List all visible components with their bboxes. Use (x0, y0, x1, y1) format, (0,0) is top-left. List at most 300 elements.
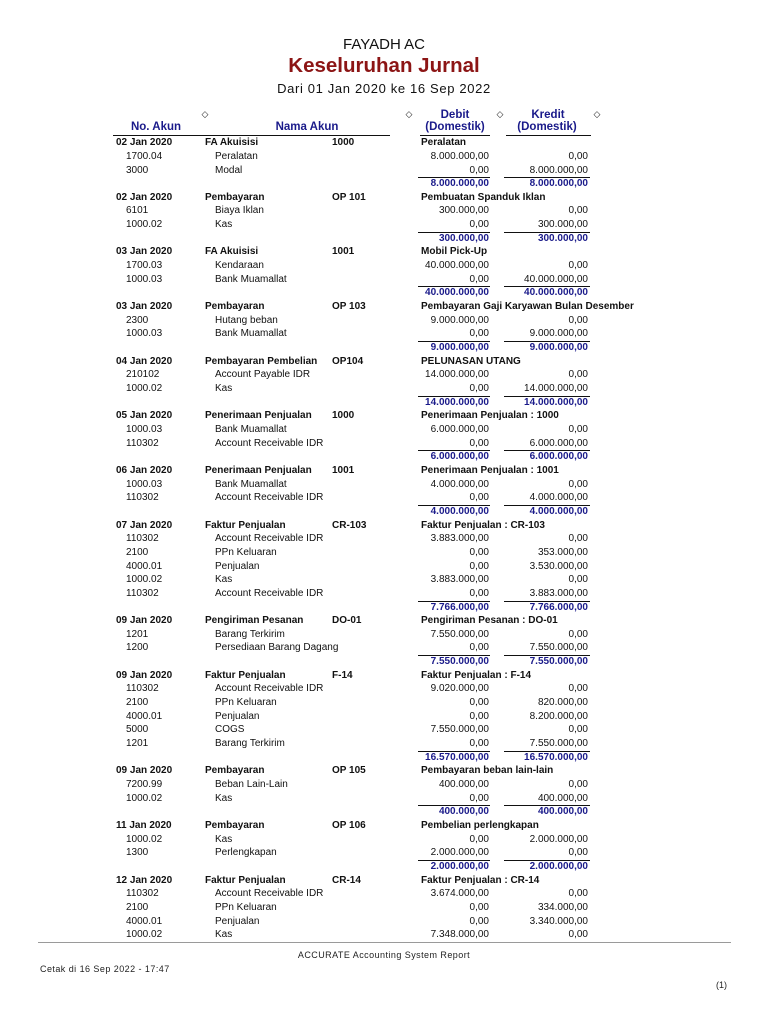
entry-number: DO-01 (332, 615, 362, 627)
account-number: 1000.02 (126, 383, 163, 394)
entry-description: PELUNASAN UTANG (421, 355, 521, 367)
account-name: PPn Keluaran (215, 697, 277, 709)
journal-entry (0, 191, 768, 246)
debit-amount: 0,00 (469, 738, 489, 750)
account-number: 110302 (126, 587, 159, 599)
account-name: Kas (215, 929, 233, 941)
footer-divider (38, 942, 731, 943)
debit-amount: 0,00 (469, 328, 489, 340)
total-debit: 7.550.000,00 (418, 655, 490, 669)
kredit-amount: 7.550.000,00 (529, 642, 588, 654)
entry-type: Penerimaan Penjualan (205, 464, 312, 476)
journal-entry-total (0, 860, 768, 874)
entry-date: 11 Jan 2020 (116, 820, 172, 831)
debit-amount: 0,00 (469, 587, 489, 599)
entry-date: 06 Jan 2020 (116, 464, 173, 476)
debit-amount: 6.000.000,00 (430, 423, 489, 435)
entry-date: 12 Jan 2020 (116, 874, 173, 886)
account-name: Barang Terkirim (215, 628, 285, 640)
account-name: Penjualan (215, 560, 260, 572)
journal-line (0, 327, 768, 341)
debit-amount: 2.000.000,00 (430, 847, 489, 859)
column-header-nama-akun: Nama Akun (275, 121, 339, 134)
total-debit: 16.570.000,00 (418, 751, 490, 765)
total-debit: 8.000.000,00 (418, 177, 490, 191)
debit-amount: 0,00 (469, 546, 489, 558)
account-name: Bank Muamallat (215, 423, 287, 435)
journal-entry (0, 136, 768, 191)
entry-description: Pembayaran beban lain-lain (421, 765, 554, 777)
entry-number: CR-14 (332, 874, 361, 886)
journal-line (0, 491, 768, 505)
journal-line (0, 915, 768, 929)
account-name: COGS (215, 724, 245, 736)
journal-entry-header (0, 191, 768, 205)
kredit-amount: 40.000.000,00 (524, 273, 588, 285)
kredit-amount: 0,00 (568, 533, 588, 545)
entry-date: 07 Jan 2020 (116, 519, 173, 531)
total-kredit: 2.000.000,00 (504, 860, 590, 874)
account-number: 110302 (126, 492, 159, 504)
journal-line (0, 737, 768, 751)
entry-date: 09 Jan 2020 (116, 765, 173, 777)
debit-amount: 300.000,00 (438, 205, 489, 217)
debit-amount: 0,00 (469, 710, 489, 722)
total-kredit: 16.570.000,00 (504, 751, 590, 765)
journal-entry (0, 669, 768, 765)
account-number: 1201 (126, 628, 149, 640)
report-title: Keseluruhan Jurnal (288, 53, 480, 77)
entry-number: F-14 (332, 669, 353, 681)
entry-date: 02 Jan 2020 (116, 191, 173, 203)
account-name: Bank Muamallat (215, 478, 287, 490)
debit-amount: 7.550.000,00 (430, 724, 489, 736)
total-debit: 9.000.000,00 (418, 341, 490, 355)
journal-entry-header (0, 300, 768, 314)
kredit-amount: 0,00 (568, 260, 588, 272)
total-debit: 2.000.000,00 (418, 860, 490, 874)
journal-line (0, 437, 768, 451)
account-name: Account Payable IDR (215, 369, 311, 381)
kredit-amount: 0,00 (568, 724, 588, 736)
account-name: Bank Muamallat (215, 273, 287, 285)
debit-amount: 0,00 (469, 560, 489, 572)
sort-indicator-icon: ◇ (405, 110, 413, 120)
column-header-kredit: Kredit (531, 108, 565, 121)
kredit-amount: 400.000,00 (537, 792, 588, 804)
journal-entry (0, 464, 768, 519)
column-subheader-debit: (Domestik) (425, 121, 485, 134)
account-name: Barang Terkirim (215, 738, 285, 750)
account-number: 210102 (126, 369, 160, 381)
debit-amount: 0,00 (469, 437, 489, 449)
kredit-amount: 0,00 (568, 150, 588, 162)
account-number: 2100 (126, 697, 149, 709)
kredit-amount: 353.000,00 (537, 546, 588, 558)
journal-entry-total (0, 286, 768, 300)
debit-amount: 3.883.000,00 (430, 533, 489, 545)
kredit-amount: 0,00 (568, 628, 588, 640)
column-header-debit: Debit (440, 108, 470, 121)
journal-line (0, 887, 768, 901)
entry-type: Pembayaran Pembelian (205, 355, 318, 367)
total-kredit: 4.000.000,00 (504, 505, 590, 519)
kredit-amount: 0,00 (568, 929, 588, 941)
journal-line (0, 382, 768, 396)
journal-entry-header (0, 819, 768, 833)
entry-number: 1000 (332, 410, 355, 422)
account-name: Persediaan Barang Dagang (215, 642, 339, 654)
kredit-amount: 334.000,00 (537, 901, 588, 913)
kredit-amount: 0,00 (568, 314, 588, 326)
journal-entry-total (0, 601, 768, 615)
journal-line (0, 901, 768, 915)
total-kredit: 300.000,00 (504, 232, 590, 246)
journal-line (0, 628, 768, 642)
journal-entry-total (0, 655, 768, 669)
footer-print-timestamp: Cetak di 16 Sep 2022 - 17:47 (40, 963, 170, 974)
entry-number: 1001 (332, 246, 355, 258)
account-name: PPn Keluaran (215, 546, 277, 558)
kredit-amount: 820.000,00 (537, 697, 588, 709)
account-number: 4000.01 (126, 560, 163, 572)
journal-entry (0, 764, 768, 819)
journal-line (0, 928, 768, 942)
company-name: FAYADH AC (343, 35, 425, 53)
account-number: 1000.03 (126, 478, 163, 490)
debit-amount: 9.000.000,00 (430, 314, 489, 326)
kredit-amount: 9.000.000,00 (529, 328, 588, 340)
journal-line (0, 833, 768, 847)
total-kredit: 6.000.000,00 (504, 450, 590, 464)
journal-entry (0, 519, 768, 615)
entry-number: OP 103 (332, 301, 366, 313)
account-number: 1000.03 (126, 273, 163, 285)
journal-entry-header (0, 874, 768, 888)
journal-entry (0, 874, 768, 942)
account-number: 110302 (126, 437, 159, 449)
total-debit: 7.766.000,00 (418, 601, 490, 615)
account-name: PPn Keluaran (215, 901, 277, 913)
journal-line (0, 846, 768, 860)
account-number: 6101 (126, 205, 149, 217)
debit-amount: 8.000.000,00 (430, 150, 489, 162)
entry-date: 09 Jan 2020 (116, 669, 173, 681)
debit-amount: 0,00 (469, 164, 489, 176)
entry-description: Faktur Penjualan : CR-14 (421, 874, 540, 886)
total-debit: 6.000.000,00 (418, 450, 490, 464)
kredit-amount: 7.550.000,00 (529, 738, 588, 750)
kredit-amount: 0,00 (568, 423, 588, 435)
entry-description: Pembuatan Spanduk Iklan (421, 191, 546, 203)
journal-line (0, 273, 768, 287)
journal-entry (0, 409, 768, 464)
entry-date: 02 Jan 2020 (116, 137, 173, 149)
total-kredit: 7.550.000,00 (504, 655, 590, 669)
kredit-amount: 0,00 (568, 779, 588, 791)
account-name: Biaya Iklan (215, 205, 264, 217)
entry-description: Faktur Penjualan : CR-103 (421, 519, 545, 531)
entry-date: 04 Jan 2020 (116, 355, 173, 367)
entry-description: Pembayaran Gaji Karyawan Bulan Desember (421, 301, 634, 313)
journal-line (0, 423, 768, 437)
account-name: Bank Muamallat (215, 328, 287, 340)
entry-description: Peralatan (421, 137, 467, 149)
debit-amount: 7.348.000,00 (430, 929, 489, 941)
journal-entry-total (0, 177, 768, 191)
account-number: 1000.02 (126, 792, 163, 804)
footer-system-name: ACCURATE Accounting System Report (297, 949, 471, 960)
entry-date: 05 Jan 2020 (116, 410, 173, 422)
kredit-amount: 0,00 (568, 574, 588, 586)
journal-line (0, 164, 768, 178)
debit-amount: 0,00 (469, 219, 489, 231)
entry-description: Faktur Penjualan : F-14 (421, 669, 532, 681)
debit-amount: 0,00 (469, 273, 489, 285)
journal-entry-header (0, 519, 768, 533)
journal-entry-total (0, 232, 768, 246)
account-name: Peralatan (215, 150, 258, 162)
total-kredit: 9.000.000,00 (504, 341, 590, 355)
journal-line (0, 259, 768, 273)
debit-amount: 400.000,00 (438, 779, 489, 791)
account-name: Account Receivable IDR (215, 888, 324, 900)
journal-entry-header (0, 409, 768, 423)
journal-entry-total (0, 450, 768, 464)
sort-indicator-icon: ◇ (201, 110, 209, 120)
kredit-amount: 3.883.000,00 (529, 587, 588, 599)
journal-line (0, 573, 768, 587)
entry-type: Faktur Penjualan (205, 519, 286, 531)
column-header-no-akun: No. Akun (130, 121, 182, 134)
account-name: Hutang beban (215, 314, 278, 326)
kredit-amount: 4.000.000,00 (529, 492, 588, 504)
debit-amount: 0,00 (469, 383, 489, 394)
kredit-amount: 0,00 (568, 683, 588, 695)
account-name: Kas (215, 383, 233, 394)
debit-amount: 3.883.000,00 (430, 574, 489, 586)
entry-number: 1001 (332, 464, 355, 476)
journal-line (0, 778, 768, 792)
debit-amount: 0,00 (469, 492, 489, 504)
journal-entry (0, 355, 768, 410)
account-number: 5000 (126, 724, 149, 736)
account-number: 1000.02 (126, 833, 163, 845)
account-name: Account Receivable IDR (215, 587, 324, 599)
entry-description: Pengiriman Pesanan : DO-01 (421, 615, 558, 627)
account-number: 1000.03 (126, 328, 163, 340)
total-debit: 300.000,00 (418, 232, 490, 246)
journal-entry-header (0, 136, 768, 150)
journal-line (0, 723, 768, 737)
journal-line (0, 218, 768, 232)
account-name: Penjualan (215, 710, 260, 722)
account-number: 2300 (126, 314, 149, 326)
journal-entry (0, 614, 768, 669)
account-name: Account Receivable IDR (215, 492, 324, 504)
debit-amount: 40.000.000,00 (425, 260, 489, 272)
entry-number: OP 105 (332, 765, 366, 777)
kredit-amount: 300.000,00 (537, 219, 588, 231)
entry-number: OP 101 (332, 191, 366, 203)
entry-date: 03 Jan 2020 (116, 301, 173, 313)
debit-amount: 14.000.000,00 (425, 369, 489, 381)
kredit-amount: 2.000.000,00 (529, 833, 588, 845)
report-period: Dari 01 Jan 2020 ke 16 Sep 2022 (277, 80, 491, 96)
account-number: 1000.02 (126, 219, 163, 231)
kredit-amount: 3.340.000,00 (529, 915, 588, 927)
entry-type: Pembayaran (205, 820, 265, 831)
journal-line (0, 368, 768, 382)
entry-description: Penerimaan Penjualan : 1000 (421, 410, 559, 422)
journal-line (0, 546, 768, 560)
debit-amount: 0,00 (469, 915, 489, 927)
account-name: Kas (215, 792, 233, 804)
journal-entry-total (0, 751, 768, 765)
account-name: Beban Lain-Lain (215, 779, 288, 791)
kredit-amount: 0,00 (568, 205, 588, 217)
entry-description: Penerimaan Penjualan : 1001 (421, 464, 559, 476)
account-number: 1000.02 (126, 574, 163, 586)
account-number: 110302 (126, 888, 159, 900)
account-number: 1700.04 (126, 150, 163, 162)
entry-date: 03 Jan 2020 (116, 246, 173, 258)
journal-entry (0, 245, 768, 300)
account-number: 4000.01 (126, 915, 163, 927)
account-name: Account Receivable IDR (215, 437, 324, 449)
journal-entry-header (0, 355, 768, 369)
journal-entry-header (0, 764, 768, 778)
entry-date: 09 Jan 2020 (116, 615, 173, 627)
debit-amount: 0,00 (469, 642, 489, 654)
journal-line (0, 696, 768, 710)
journal-line (0, 204, 768, 218)
account-name: Kas (215, 219, 233, 231)
journal-entry-total (0, 396, 768, 410)
debit-amount: 0,00 (469, 792, 489, 804)
journal-entry-header (0, 669, 768, 683)
total-debit: 40.000.000,00 (418, 286, 490, 300)
journal-line (0, 587, 768, 601)
entry-description: Mobil Pick-Up (421, 246, 488, 258)
total-kredit: 7.766.000,00 (504, 601, 590, 615)
entry-number: OP104 (332, 355, 364, 367)
journal-entry-header (0, 614, 768, 628)
journal-line (0, 792, 768, 806)
account-number: 3000 (126, 164, 149, 176)
journal-line (0, 478, 768, 492)
debit-amount: 9.020.000,00 (430, 683, 489, 695)
column-subheader-kredit: (Domestik) (517, 121, 577, 134)
journal-entry (0, 819, 768, 874)
kredit-amount: 14.000.000,00 (524, 383, 588, 394)
kredit-amount: 0,00 (568, 888, 588, 900)
account-name: Modal (215, 164, 243, 176)
entry-type: FA Akuisisi (205, 137, 259, 149)
kredit-amount: 0,00 (568, 478, 588, 490)
account-number: 1200 (126, 642, 149, 654)
account-name: Penjualan (215, 915, 260, 927)
account-name: Kendaraan (215, 260, 264, 272)
entry-type: Penerimaan Penjualan (205, 410, 312, 422)
kredit-amount: 6.000.000,00 (529, 437, 588, 449)
entry-type: Pembayaran (205, 301, 265, 313)
debit-amount: 7.550.000,00 (430, 628, 489, 640)
kredit-amount: 0,00 (568, 847, 588, 859)
journal-entry-total (0, 341, 768, 355)
total-debit: 400.000,00 (418, 805, 490, 819)
debit-amount: 0,00 (469, 833, 489, 845)
account-number: 1201 (126, 738, 149, 750)
account-name: Kas (215, 833, 233, 845)
total-kredit: 400.000,00 (504, 805, 590, 819)
entry-type: Faktur Penjualan (205, 669, 286, 681)
account-name: Account Receivable IDR (215, 533, 324, 545)
journal-line (0, 150, 768, 164)
kredit-amount: 8.200.000,00 (529, 710, 588, 722)
account-number: 110302 (126, 533, 159, 545)
kredit-amount: 8.000.000,00 (529, 164, 588, 176)
entry-number: 1000 (332, 137, 355, 149)
total-debit: 4.000.000,00 (418, 505, 490, 519)
sort-indicator-icon: ◇ (593, 110, 601, 120)
account-number: 1700.03 (126, 260, 163, 272)
journal-entry-total (0, 505, 768, 519)
kredit-amount: 3.530.000,00 (529, 560, 588, 572)
sort-indicator-icon: ◇ (496, 110, 504, 120)
journal-line (0, 682, 768, 696)
journal-entry-total (0, 805, 768, 819)
account-name: Account Receivable IDR (215, 683, 324, 695)
account-number: 110302 (126, 683, 159, 695)
account-number: 2100 (126, 901, 149, 913)
entry-description: Pembelian perlengkapan (421, 820, 539, 831)
total-debit: 14.000.000,00 (418, 396, 490, 410)
account-name: Perlengkapan (215, 847, 277, 859)
account-number: 2100 (126, 546, 149, 558)
journal-line (0, 532, 768, 546)
total-kredit: 14.000.000,00 (504, 396, 590, 410)
account-number: 1300 (126, 847, 149, 859)
account-name: Kas (215, 574, 233, 586)
journal-table (0, 136, 768, 942)
entry-type: Pembayaran (205, 765, 265, 777)
entry-number: CR-103 (332, 519, 367, 531)
journal-line (0, 314, 768, 328)
entry-type: FA Akuisisi (205, 246, 259, 258)
account-number: 1000.03 (126, 423, 163, 435)
journal-entry-header (0, 245, 768, 259)
debit-amount: 0,00 (469, 901, 489, 913)
entry-type: Faktur Penjualan (205, 874, 286, 886)
debit-amount: 0,00 (469, 697, 489, 709)
journal-entry-header (0, 464, 768, 478)
page-number: (1) (716, 979, 727, 990)
debit-amount: 3.674.000,00 (430, 888, 489, 900)
total-kredit: 8.000.000,00 (504, 177, 590, 191)
total-kredit: 40.000.000,00 (504, 286, 590, 300)
account-number: 4000.01 (126, 710, 163, 722)
entry-number: OP 106 (332, 820, 366, 831)
entry-type: Pembayaran (205, 191, 265, 203)
kredit-amount: 0,00 (568, 369, 588, 381)
account-number: 7200.99 (126, 779, 163, 791)
journal-line (0, 710, 768, 724)
journal-entry (0, 300, 768, 355)
account-number: 1000.02 (126, 929, 163, 941)
debit-amount: 4.000.000,00 (430, 478, 489, 490)
entry-type: Pengiriman Pesanan (205, 615, 304, 627)
